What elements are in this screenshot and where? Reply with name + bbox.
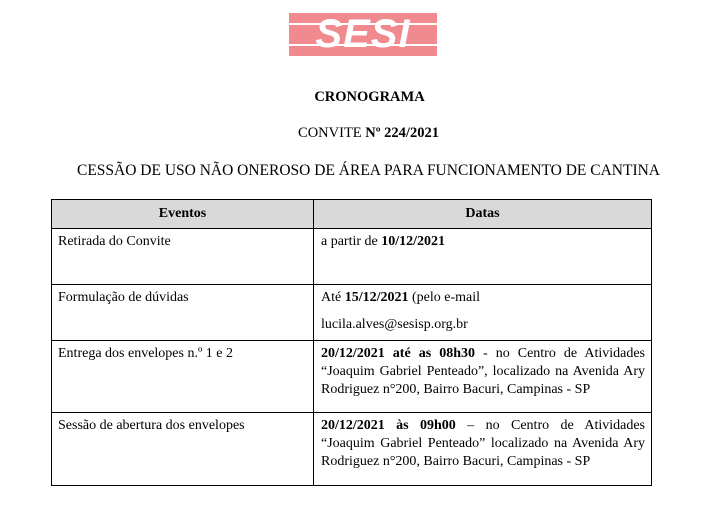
event-text: Retirada do Convite <box>58 234 171 249</box>
sesi-logo <box>289 13 437 56</box>
table-row <box>52 229 652 285</box>
date-prefix: Até <box>321 290 345 305</box>
convite-line <box>17 125 703 142</box>
date-prefix: a partir de <box>321 234 382 249</box>
date-cell <box>314 341 652 413</box>
date-bold: 20/12/2021 às 09h00 <box>321 418 456 433</box>
table-header-row <box>52 200 652 229</box>
table-row <box>52 413 652 486</box>
date-text <box>314 229 651 251</box>
date-cell <box>314 413 652 486</box>
date-rest: (pelo e-mail <box>408 290 481 305</box>
date-text <box>314 341 651 399</box>
schedule-table <box>51 199 652 486</box>
event-text: Sessão de abertura dos envelopes <box>58 418 245 433</box>
date-rest: - no Centro de Atividades “Joaquim Gabriel Penteado”, localizado na Avenida Ary Rodriguez n°200, Bairro Bacuri, Campinas - SP <box>321 346 645 397</box>
subject-line: CESSÃO DE USO NÃO ONEROSO DE ÁREA PARA FUNCIONAMENTO DE CANTINA <box>76 162 661 179</box>
date-bold: 20/12/2021 até as 08h30 <box>321 346 475 361</box>
table-row <box>52 341 652 413</box>
page-title: CRONOGRAMA <box>314 89 425 105</box>
date-text <box>314 285 651 334</box>
event-cell <box>52 413 314 486</box>
email-text: lucila.alves@sesisp.org.br <box>321 317 468 332</box>
logo-text: SESI <box>315 12 411 56</box>
event-cell <box>52 341 314 413</box>
event-cell <box>52 285 314 341</box>
date-text <box>314 413 651 471</box>
date-cell <box>314 285 652 341</box>
header-eventos: Eventos <box>52 200 314 229</box>
convite-prefix: CONVITE <box>298 125 366 141</box>
date-bold: 10/12/2021 <box>381 234 446 249</box>
date-bold: 15/12/2021 <box>344 290 409 305</box>
event-text: Entrega dos envelopes n.º 1 e 2 <box>58 346 234 361</box>
table-row <box>52 285 652 341</box>
event-text: Formulação de dúvidas <box>58 290 189 305</box>
convite-number: Nº 224/2021 <box>365 125 439 141</box>
date-rest: – no Centro de Atividades “Joaquim Gabriel Penteado” localizado na Avenida Ary Rodriguez n°200, Bairro Bacuri, Campinas - SP <box>321 418 645 469</box>
header-datas: Datas <box>314 200 652 229</box>
event-cell <box>52 229 314 285</box>
date-cell <box>314 229 652 285</box>
